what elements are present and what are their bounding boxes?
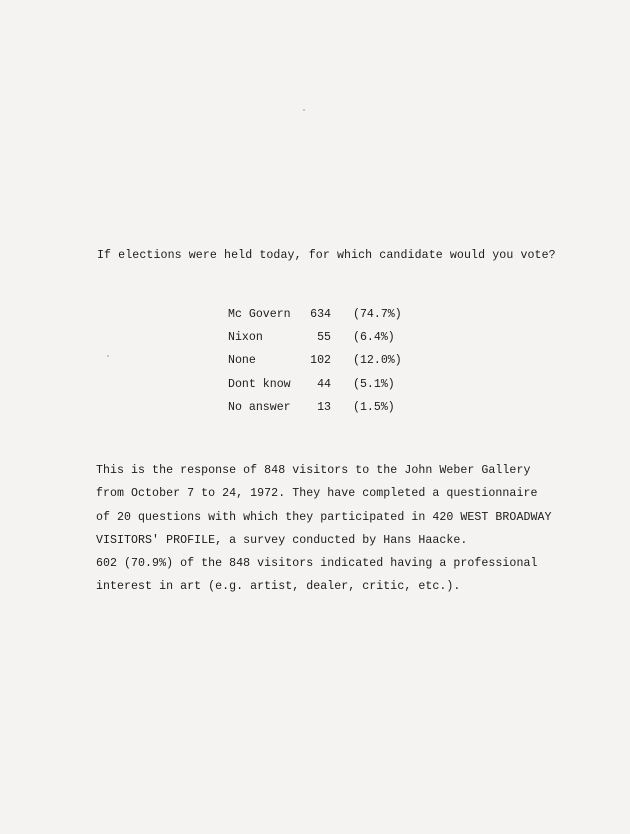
paragraph-line: 602 (70.9%) of the 848 visitors indicated having a professional [96, 557, 538, 571]
result-percent: (74.7%) [353, 308, 402, 321]
result-percent: (5.1%) [353, 377, 395, 391]
paragraph-line: VISITORS' PROFILE, a survey conducted by Hans Haacke. [96, 533, 468, 547]
description-paragraph [96, 459, 551, 599]
survey-question: If elections were held today, for which candidate would you vote? [97, 249, 556, 262]
paragraph-line: from October 7 to 24, 1972. They have completed a questionnaire [96, 487, 538, 501]
result-label: Nixon [228, 331, 263, 345]
paper-speck [303, 109, 305, 111]
result-percent: (12.0%) [353, 354, 402, 368]
result-label: Dont know [228, 377, 291, 391]
result-percent: (6.4%) [353, 331, 395, 345]
result-label: Mc Govern [228, 308, 291, 321]
result-label: No answer [228, 400, 291, 414]
paragraph-line: of 20 questions with which they participated in 420 WEST BROADWAY [96, 510, 552, 524]
result-count: 55 [317, 331, 331, 345]
paragraph-line: interest in art (e.g. artist, dealer, critic, etc.). [96, 580, 461, 594]
result-count: 102 [310, 354, 331, 368]
result-percent: (1.5%) [353, 400, 395, 414]
result-label: None [228, 354, 256, 368]
result-count: 634 [310, 308, 331, 321]
result-count: 44 [317, 377, 331, 391]
result-count: 13 [317, 400, 331, 414]
paper-speck [107, 355, 109, 357]
paragraph-line: This is the response of 848 visitors to the John Weber Gallery [96, 464, 531, 477]
